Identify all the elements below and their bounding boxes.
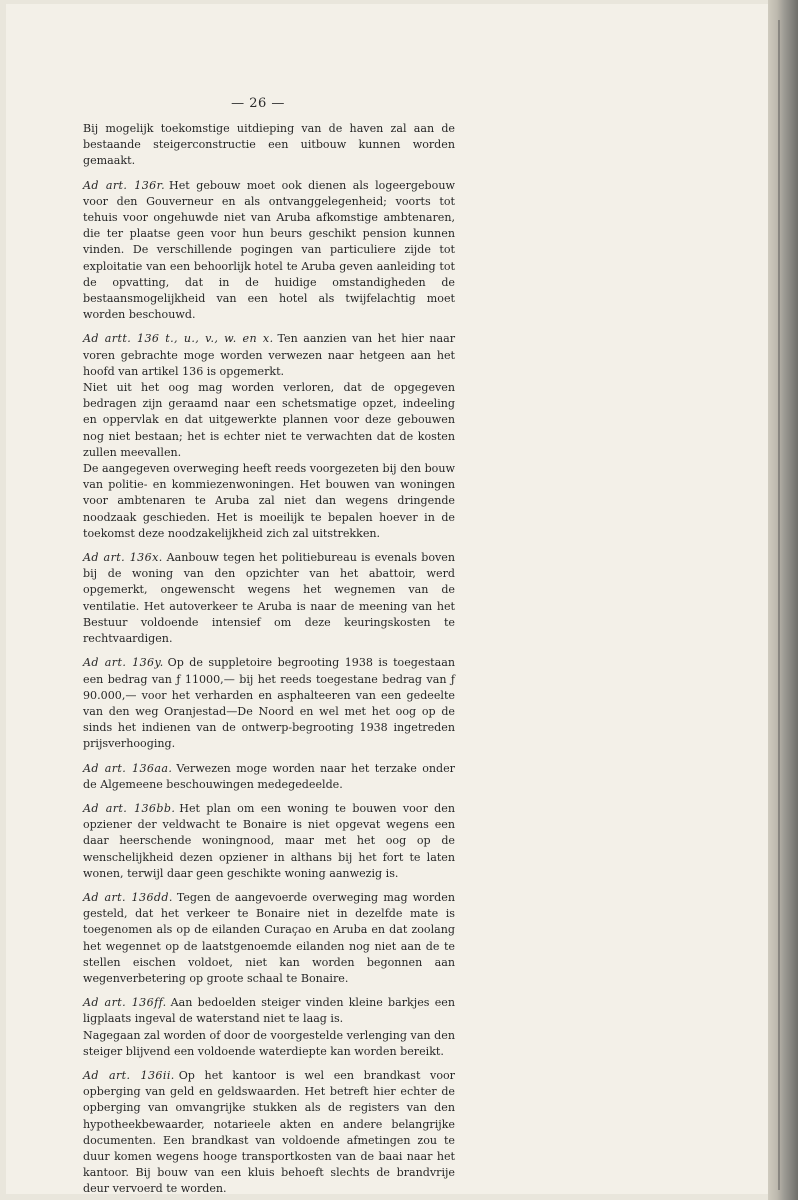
paragraph bbox=[83, 380, 455, 461]
paragraph-text: Het plan om een woning te bouwen voor den opziener der veldwacht te Bonaire is niet opgevat wegens een daar heerschende woningnood, maar met het oog op de wenschelijkheid dezen opziener in althans bij het fort te laten wonen, terwijl daar geen geschikte woning aanwezig is. bbox=[83, 801, 455, 880]
article-label: Ad art. 136y. bbox=[83, 656, 164, 670]
article-label: Ad art. 136ii. bbox=[83, 1068, 175, 1082]
paragraph-text: Op de suppletoire begrooting 1938 is toegestaan een bedrag van ƒ 11000,— bij het reeds toegestane bedrag van ƒ 90.000,— voor het verharden en asphalteeren van een gedeelte van den weg Oranjestad—De Noord en wel met het oog op de sinds het indienen van de ontwerp-begrooting 1938 ingetreden prijsverhooging. bbox=[83, 656, 455, 751]
book-binding-edge bbox=[768, 0, 798, 1200]
article-label: Ad art. 136x. bbox=[83, 551, 163, 565]
paragraph-text: De aangegeven overweging heeft reeds voorgezeten bij den bouw van politie- en kommiezenwoningen. Het bouwen van woningen voor ambtenaren te Aruba zal niet dan wegens dringende noodzaak geschieden. Het is moeilijk te bepalen hoever in de toekomst deze noodzakelijkheid zich zal uitstrekken. bbox=[83, 462, 455, 540]
paragraph bbox=[83, 995, 455, 1027]
page-number: — 26 — bbox=[231, 96, 285, 111]
paragraph bbox=[83, 121, 455, 170]
paragraph bbox=[83, 550, 455, 647]
paragraph bbox=[83, 801, 455, 882]
body-text bbox=[83, 121, 455, 1198]
paragraph bbox=[83, 1028, 455, 1060]
paragraph-text: Het gebouw moet ook dienen als logeergebouw voor den Gouverneur en als ontvanggelegenheid; voorts tot tehuis voor ongehuwde niet van Aruba afkomstige ambtenaren, die ter plaatse geen voor hun beurs geschikt pension kunnen vinden. De verschillende pogingen van particuliere zijde tot exploitatie van een behoorlijk hotel te Aruba geven aanleiding tot de opvatting, dat in de huidige omstandigheden de bestaansmogelijkheid van een hotel als twijfelachtig moet worden beschouwd. bbox=[83, 178, 455, 322]
paragraph bbox=[83, 761, 455, 793]
paragraph bbox=[83, 655, 455, 752]
paragraph bbox=[83, 1068, 455, 1198]
article-label: Ad art. 136r. bbox=[83, 178, 166, 192]
article-label: Ad art. 136dd. bbox=[83, 890, 173, 904]
paragraph-text: Nagegaan zal worden of door de voorgestelde verlenging van den steiger blijvend een voldoende waterdiepte kan worden bereikt. bbox=[83, 1028, 455, 1058]
book-binding-line bbox=[778, 20, 780, 1190]
paragraph-text: Bij mogelijk toekomstige uitdieping van de haven zal aan de bestaande steigerconstructie een uitbouw kunnen worden gemaakt. bbox=[83, 122, 455, 168]
paragraph-text: Aanbouw tegen het politiebureau is evenals boven bij de woning van den opzichter van het abattoir, werd opgemerkt, ongewenscht wegens het wegnemen van de ventilatie. Het autoverkeer te Aruba is naar de meening van het Bestuur voldoende intensief om deze keuringskosten te rechtvaardigen. bbox=[83, 551, 455, 646]
article-label: Ad art. 136bb. bbox=[83, 801, 176, 815]
paragraph-text: Ten aanzien van het hier naar voren gebrachte moge worden verwezen naar hetgeen aan het hoofd van artikel 136 is opgemerkt. bbox=[83, 332, 455, 378]
paragraph bbox=[83, 461, 455, 542]
paragraph bbox=[83, 890, 455, 987]
paragraph-text: Op het kantoor is wel een brandkast voor opberging van geld en geldswaarden. Het betreft hier echter de opberging van omvangrijke stukken als de registers van den hypotheekbewaarder, notarieele akten en andere belangrijke documenten. Een brandkast van voldoende afmetingen zou te duur komen wegens hooge transportkosten van de baai naar het kantoor. Bij bouw van een kluis behoeft slechts de brandvrije deur vervoerd te worden. bbox=[83, 1068, 455, 1196]
paragraph-text: Tegen de aangevoerde overweging mag worden gesteld, dat het verkeer te Bonaire niet in dezelfde mate is toegenomen als op de eilanden Curaçao en Aruba en dat zoolang het wegennet op de laatstgenoemde eilanden nog niet aan de te stellen eischen voldoet, niet kan worden begonnen aan wegenverbetering op groote schaal te Bonaire. bbox=[83, 890, 455, 985]
paragraph-text: Niet uit het oog mag worden verloren, dat de opgegeven bedragen zijn geraamd naar een schetsmatige opzet, indeeling en oppervlak en dat uitgewerkte plannen voor deze gebouwen nog niet bestaan; het is echter niet te verwachten dat de kosten zullen meevallen. bbox=[83, 381, 455, 459]
paragraph bbox=[83, 331, 455, 380]
article-label: Ad art. 136aa. bbox=[83, 761, 173, 775]
article-label: Ad art. 136ff. bbox=[83, 996, 167, 1010]
paragraph-text: Verwezen moge worden naar het terzake onder de Algemeene beschouwingen medegedeelde. bbox=[83, 761, 455, 791]
paragraph bbox=[83, 178, 455, 324]
paragraph-text: Aan bedoelden steiger vinden kleine barkjes een ligplaats ingeval de waterstand niet te laag is. bbox=[83, 996, 455, 1026]
article-label: Ad artt. 136 t., u., v., w. en x. bbox=[83, 332, 274, 346]
